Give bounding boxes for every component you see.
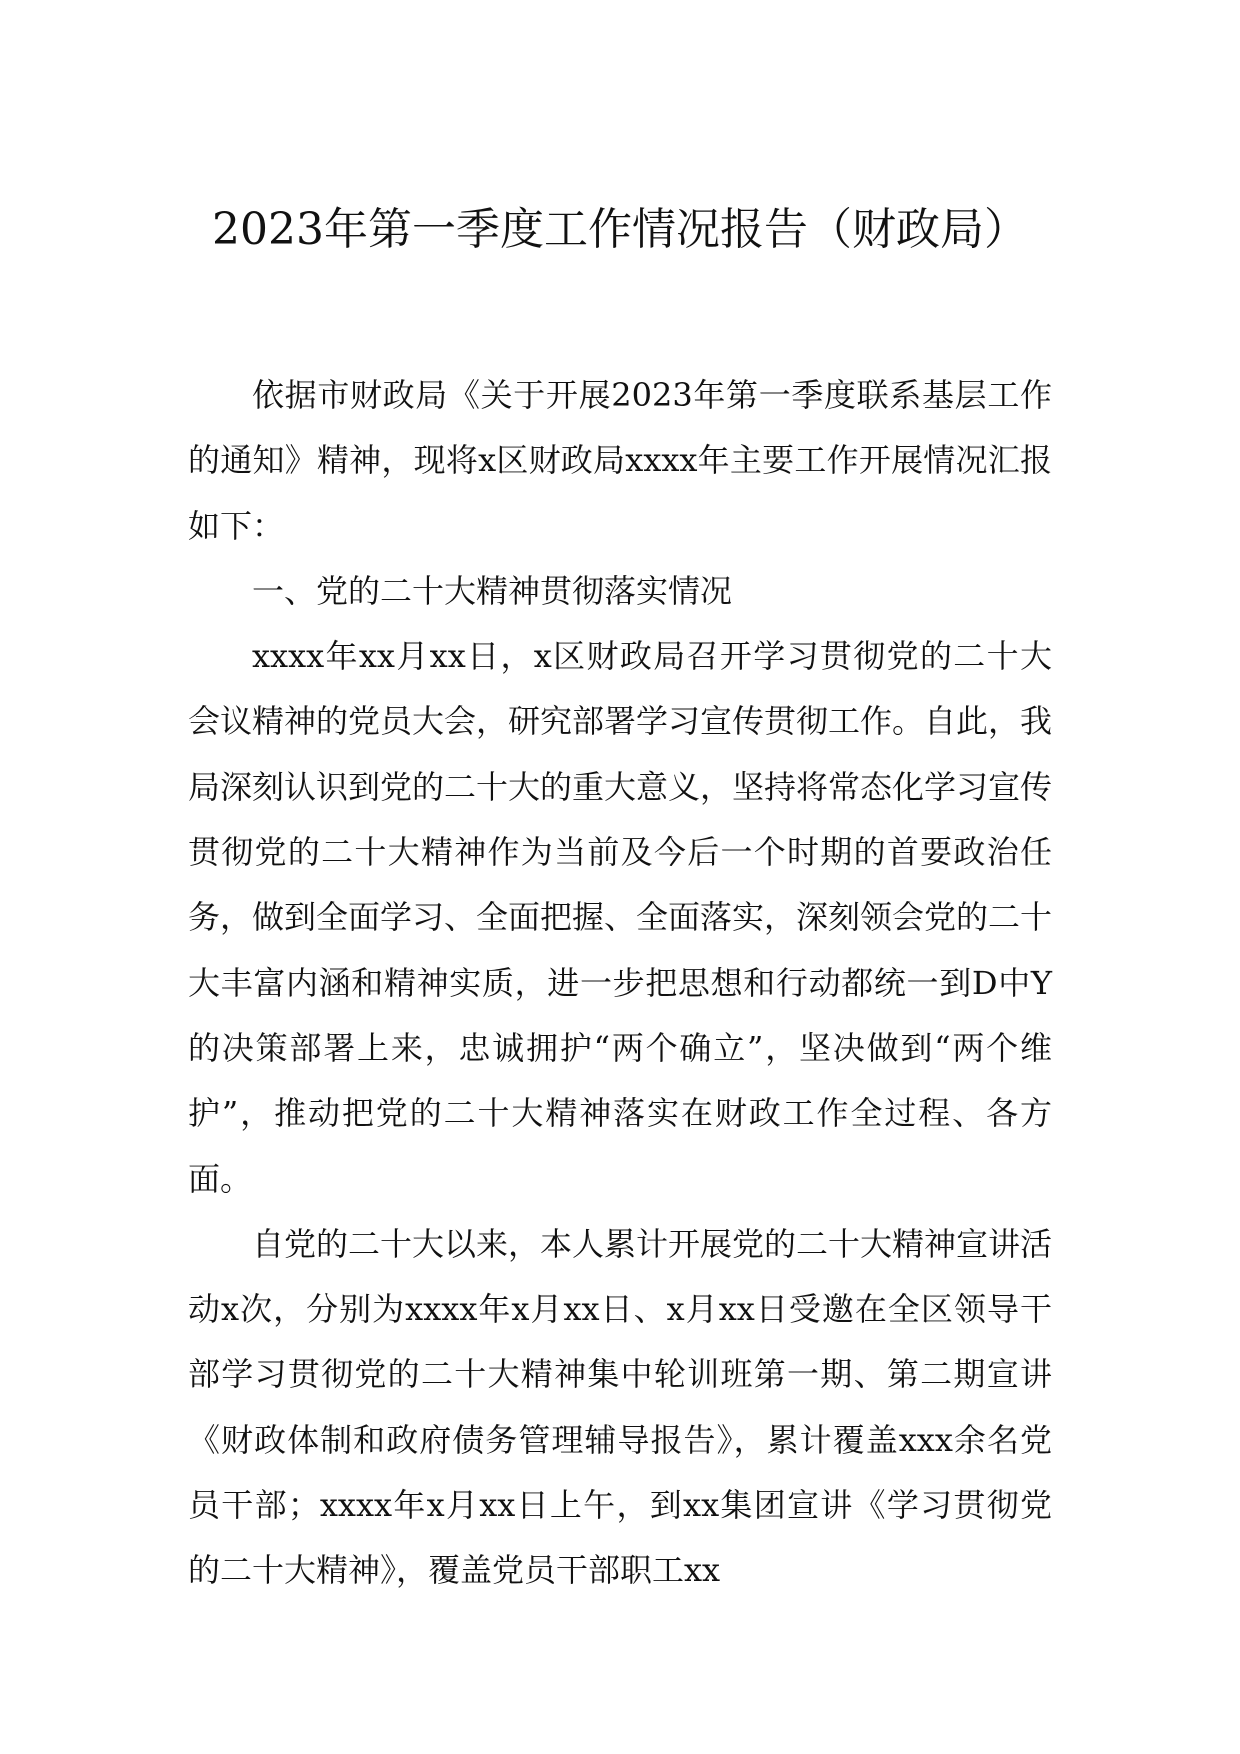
section-heading: 一、党的二十大精神贯彻落实情况	[252, 571, 733, 610]
paragraph-implementation: xxxx年xx月xx日，x区财政局召开学习贯彻党的二十大会议精神的党员大会，研究部署学习宣传贯彻工作。自此，我局深刻认识到党的二十大的重大意义，坚持将常态化学习宣传贯彻党的二十大精神作为当前及今后一个时期的首要政治任务，做到全面学习、全面把握、全面落实，深刻领会党的二十大丰富内涵和精神实质，进一步把思想和行动都统一到D中Y的决策部署上来，忠诚拥护“两个确立”，坚决做到“两个维护”，推动把党的二十大精神落实在财政工作全过程、各方面。	[188, 637, 1053, 1198]
document-title: 2023年第一季度工作情况报告（财政局）	[212, 204, 1028, 255]
document-body	[188, 363, 1052, 1604]
paragraph-intro: 依据市财政局《关于开展2023年第一季度联系基层工作的通知》精神，现将x区财政局xxxx年主要工作开展情况汇报如下：	[188, 376, 1052, 545]
paragraph-lectures: 自党的二十大以来，本人累计开展党的二十大精神宣讲活动x次，分别为xxxx年x月xx日、x月xx日受邀在全区领导干部学习贯彻党的二十大精神集中轮训班第一期、第二期宣讲《财政体制和政府债务管理辅导报告》，累计覆盖xxx余名党员干部；xxxx年x月xx日上午，到xx集团宣讲《学习贯彻党的二十大精神》，覆盖党员干部职工xx	[188, 1224, 1053, 1590]
